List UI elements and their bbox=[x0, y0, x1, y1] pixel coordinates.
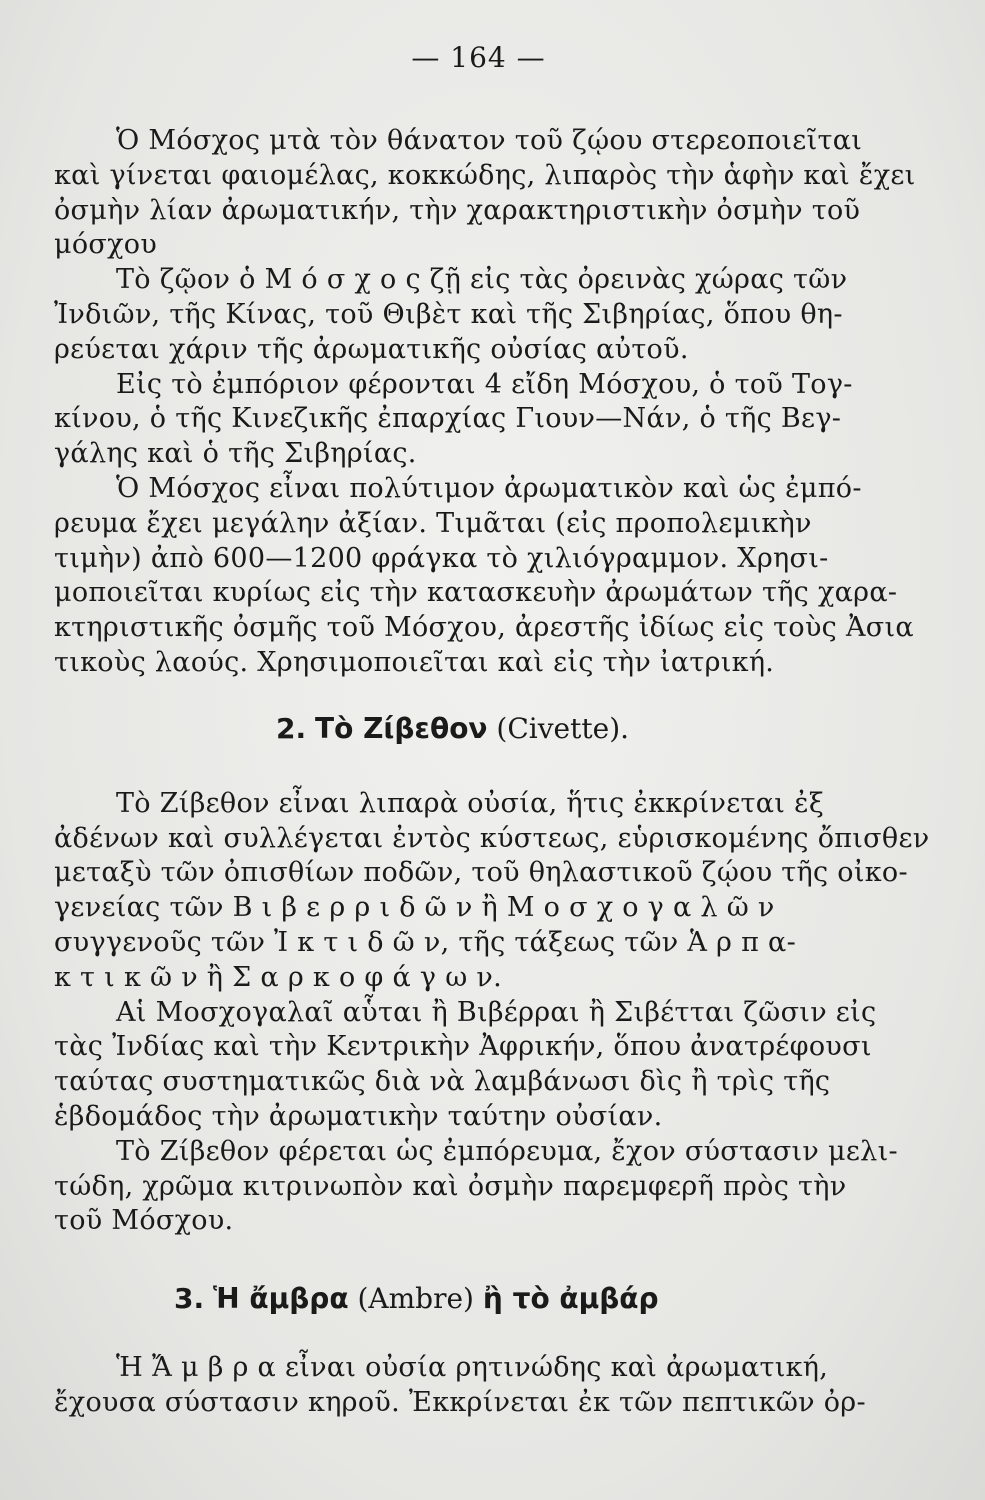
section-2-title: Τὸ Ζίβεθον bbox=[315, 711, 488, 745]
text-line: τοῦ Μόσχου. bbox=[54, 1205, 234, 1237]
section-2-number: 2. bbox=[276, 711, 307, 745]
section-3-title-alt: ἢ τὸ ἀμβάρ bbox=[482, 1282, 659, 1316]
text-line: συγγενοῦς τῶν Ἰ κ τ ι δ ῶ ν, τῆς τάξεως τῶν Ἁ ρ π α- bbox=[54, 926, 796, 958]
text-line: Τὸ Ζίβεθον εἶναι λιπαρὰ οὐσία, ἥτις ἐκκρίνεται ἐξ bbox=[116, 787, 825, 819]
text-line: Εἰς τὸ ἐμπόριον φέρονται 4 εἴδη Μόσχου, ὁ τοῦ Τογ- bbox=[116, 368, 853, 400]
section-3-title: Ἡ ἄμβρα bbox=[213, 1282, 349, 1316]
text-line: τικοὺς λαούς. Χρησιμοποιεῖται καὶ εἰς τὴν ἰατρική. bbox=[54, 646, 775, 678]
text-line: γενείας τῶν Β ι β ε ρ ρ ι δ ῶ ν ἢ Μ ο σ χ ο γ α λ ῶ ν bbox=[54, 892, 775, 924]
section-1-text bbox=[54, 124, 916, 681]
page-number: — 164 — bbox=[411, 41, 546, 74]
text-line: Ὁ Μόσχος εἶναι πολύτιμον ἀρωματικὸν καὶ ὡς ἐμπό- bbox=[116, 472, 862, 504]
text-line: κίνου, ὁ τῆς Κινεζικῆς ἐπαρχίας Γιουν—Νάν, ὁ τῆς Βεγ- bbox=[54, 403, 842, 435]
text-line: Ἡ Ἄ μ β ρ α εἶναι οὐσία ρητινώδης καὶ ἀρωματική, bbox=[116, 1352, 829, 1384]
text-line: Ἰνδιῶν, τῆς Κίνας, τοῦ Θιβὲτ καὶ τῆς Σιβηρίας, ὅπου θη- bbox=[54, 298, 843, 330]
text-line: Τὸ Ζίβεθον φέρεται ὡς ἐμπόρευμα, ἔχον σύστασιν μελι- bbox=[116, 1135, 898, 1167]
text-line: ἑβδομάδος τὴν ἀρωματικὴν ταύτην οὐσίαν. bbox=[54, 1100, 663, 1132]
section-2-heading bbox=[54, 711, 903, 747]
section-3-text bbox=[54, 1351, 903, 1421]
text-line: Τὸ ζῷον ὁ Μ ό σ χ ο ς ζῇ εἰς τὰς ὀρεινὰς χώρας τῶν bbox=[116, 264, 848, 296]
text-line: μοποιεῖται κυρίως εἰς τὴν κατασκευὴν ἀρωμάτων τῆς χαρα- bbox=[54, 577, 898, 609]
text-line: κτηριστικῆς ὀσμῆς τοῦ Μόσχου, ἀρεστῆς ἰδίως εἰς τοὺς Ἀσια bbox=[54, 612, 914, 644]
text-line: κ τ ι κ ῶ ν ἢ Σ α ρ κ ο φ ά γ ω ν. bbox=[54, 961, 503, 993]
text-line: μόσχου bbox=[54, 229, 158, 261]
text-line: τιμὴν) ἀπὸ 600—1200 φράγκα τὸ χιλιόγραμμον. Χρησι- bbox=[54, 542, 829, 574]
text-line: ρεύεται χάριν τῆς ἀρωματικῆς οὐσίας αὐτοῦ. bbox=[54, 333, 689, 365]
text-line: τώδη, χρῶμα κιτρινωπὸν καὶ ὀσμὴν παρεμφερῆ πρὸς τὴν bbox=[54, 1170, 847, 1202]
section-2-text bbox=[54, 787, 930, 1239]
section-3-latin-title: (Ambre) bbox=[357, 1282, 474, 1316]
section-2-latin-title: (Civette). bbox=[496, 711, 630, 745]
text-line: καὶ γίνεται φαιομέλας, κοκκώδης, λιπαρὸς τὴν ἁφὴν καὶ ἔχει bbox=[54, 159, 916, 191]
section-3-heading bbox=[54, 1281, 903, 1317]
text-line: ρευμα ἔχει μεγάλην ἀξίαν. Τιμᾶται (εἰς προπολεμικὴν bbox=[54, 507, 812, 539]
text-line: ὀσμὴν λίαν ἀρωματικήν, τὴν χαρακτηριστικὴν ὀσμὴν τοῦ bbox=[54, 194, 861, 226]
text-line: ἔχουσα σύστασιν κηροῦ. Ἐκκρίνεται ἐκ τῶν πεπτικῶν ὀρ- bbox=[54, 1386, 866, 1418]
section-3-number: 3. bbox=[174, 1282, 205, 1316]
text-line: Ὁ Μόσχος μτὰ τὸν θάνατον τοῦ ζῴου στερεοποιεῖται bbox=[116, 125, 863, 156]
text-line: ταύτας συστηματικῶς διὰ νὰ λαμβάνωσι δὶς ἢ τρὶς τῆς bbox=[54, 1066, 831, 1098]
text-line: γάλης καὶ ὁ τῆς Σιβηρίας. bbox=[54, 438, 417, 470]
text-line: ἀδένων καὶ συλλέγεται ἐντὸς κύστεως, εὑρισκομένης ὄπισθεν bbox=[54, 822, 930, 854]
text-line: τὰς Ἰνδίας καὶ τὴν Κεντρικὴν Ἀφρικήν, ὅπου ἀνατρέφουσι bbox=[54, 1031, 872, 1063]
text-line: μεταξὺ τῶν ὀπισθίων ποδῶν, τοῦ θηλαστικοῦ ζῴου τῆς οἰκο- bbox=[54, 857, 908, 889]
text-line: Αἱ Μοσχογαλαῖ αὗται ἢ Βιβέρραι ἢ Σιβέτται ζῶσιν εἰς bbox=[116, 996, 877, 1028]
